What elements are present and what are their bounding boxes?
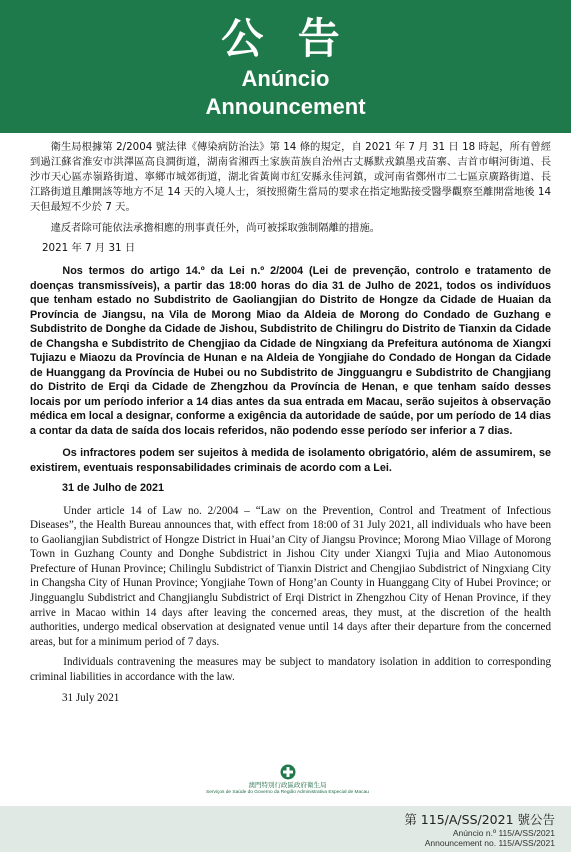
portuguese-date: 31 de Julho de 2021 [62, 482, 165, 494]
health-bureau-emblem-icon [280, 764, 296, 780]
portuguese-paragraph-2: Os infractores podem ser sujeitos à medida de isolamento obrigatório, além de assumirem, se existirem, eventuais responsabilidades criminais de acordo com a Lei. [30, 447, 551, 474]
english-paragraph-2: Individuals contravening the measures may be subject to mandatory isolation in addition to corresponding criminal liabilities in accordance with the law. [30, 656, 551, 684]
chinese-paragraph-2: 違反者除可能依法承擔相應的刑事責任外，尚可被採取強制隔離的措施。 [50, 222, 381, 234]
logo-name-chinese: 澳門特別行政區政府衛生局 [248, 781, 327, 789]
chinese-date: 2021 年 7 月 31 日 [42, 242, 136, 254]
reference-number-portuguese: Anúncio n.º 115/A/SS/2021 [452, 828, 555, 838]
health-bureau-logo [200, 764, 375, 800]
english-date: 31 July 2021 [62, 691, 120, 704]
reference-footer [0, 806, 571, 852]
title-english: Announcement [205, 94, 366, 119]
logo-name-portuguese: Serviços de Saúde do Governo da Região Administrativa Especial de Macau [206, 790, 369, 795]
title-portuguese: Anúncio [241, 66, 330, 91]
reference-number-chinese: 第 115/A/SS/2021 號公告 [404, 812, 555, 827]
announcement-header [0, 0, 571, 133]
portuguese-paragraph-1: Nos termos do artigo 14.º da Lei n.º 2/2004 (Lei de prevenção, controlo e tratamento de doenças transmissíveis), a partir das 18:00 horas do dia 31 de Julho de 2021, todos os indivíduos que tenham estado no Subdistrito de Gaoliangjian do Distrito de Hongze da Cidade de Huaian da Província de Jiangsu, na Vila de Morong Miao da Aldeia de Morong do Condado de Guzhang e Subdistrito de Donghe da Cidade de Jishou, Subdistrito de Chilingru do Distrito de Tianxin da Cidade de Changsha e Subdistrito de Chengjiao da Cidade de Ningxiang da Prefeitura autónoma de Xiangxi Tujiazu e Miaozu da Província de Hunan e na Aldeia de Yongjiahe do Condado de Hongan da Cidade de Huanggang da Província de Hubei ou no Subdistrito de Jingguangru e Subdistrito de Changjiang do Distrito de Erqi da Cidade de Zhengzhou da Província de Henan, e que tenham saído desses locais por um período inferior a 14 dias antes da sua entrada em Macau, serão sujeitos à observação médica em local a designar, conforme a exigência da autoridade de saúde, por um período de 14 dias a contar da data de saída dos locais referidos, não podendo esse período ser inferior a 7 dias. [30, 265, 551, 437]
english-paragraph-1: Under article 14 of Law no. 2/2004 – “Law on the Prevention, Control and Treatment of Infectious Diseases”, the Health Bureau announces that, with effect from 18:00 of 31 July 2021, all individuals who have been to Gaoliangjian Subdistrict of Hongze District in Huai’an City of Jiangsu Province; Morong Miao Village of Morong Town in Guzhang County and Donghe Subdistrict in Jishou City under Xiangxi Tujia and Miao Autonomous Prefecture of Hunan Province; Chilinglu Subdistrict of Tianxin District and Chengjiao Subdistrict of Ningxiang City in Changsha City of Hunan Province; Yongjiahe Town of Hong’an County in Huanggang City of Hubei Province; or Jingguanglu Subdistrict and Changjianglu Subdistrict of Erqi District in Zhengzhou City of Henan Province, if they arrive in Macao within 14 days after leaving the concerned areas, they must, at the discretion of the health authorities, undergo medical observation at designated venue until 14 days after their departure from the concerned areas, but for a minimum period of 7 days. [30, 504, 551, 648]
title-chinese: 公 告 [221, 14, 350, 63]
reference-number-english: Announcement no. 115/A/SS/2021 [424, 838, 555, 848]
announcement-body [30, 140, 551, 705]
chinese-paragraph-1: 衛生局根據第 2/2004 號法律《傳染病防治法》第 14 條的規定，自 2021 年 7 月 31 日 18 時起，所有曾經到過江蘇省淮安市洪澤區高良澗街道，湖南省湘西土家族苗族自治州古丈縣默戎鎮墨戎苗寨、吉首市峒河街道、長沙市天心區赤嶺路街道、寧鄉市城郊街道，湖北省黃崗市紅安縣永佳河鎮，或河南省鄭州市二七區京廣路街道、長江路街道且離開該等地方不足 14 天的入境人士，須按照衛生當局的要求在指定地點接受醫學觀察至離開當地後 14 天但最短不少於 7 天。 [30, 141, 551, 213]
